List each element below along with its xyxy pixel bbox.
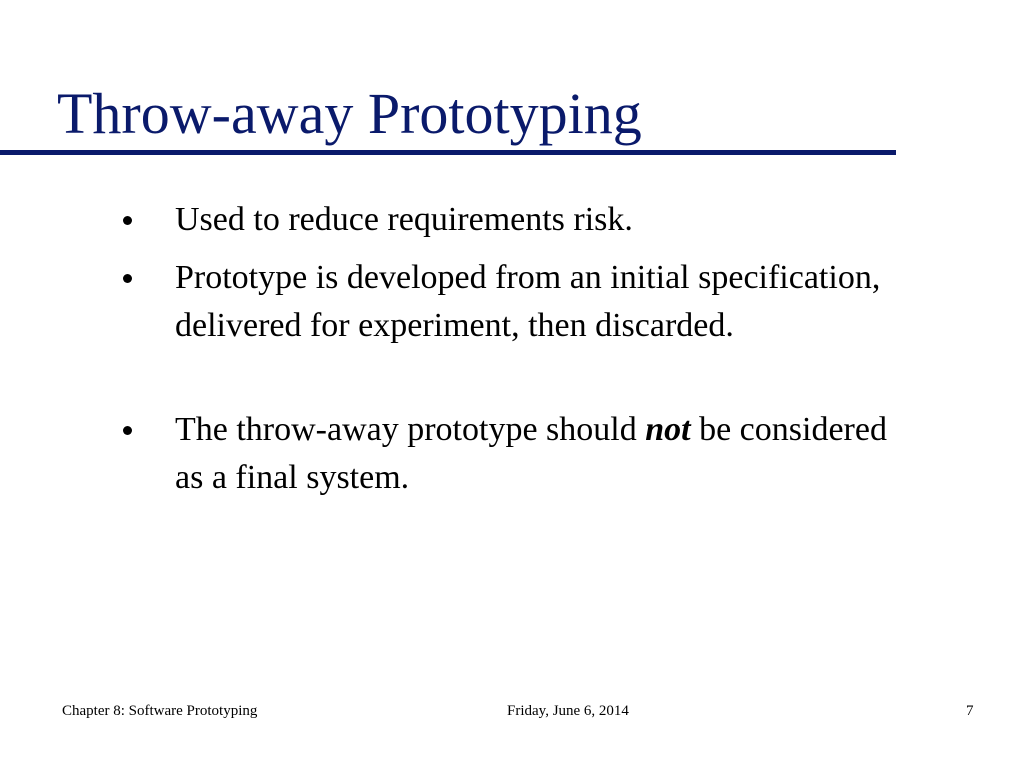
bullet-text-end: be considered as a final system. — [175, 411, 887, 496]
bullet-emphasis: not — [645, 411, 691, 448]
title-underline — [0, 150, 896, 155]
footer-page-number: 7 — [966, 703, 974, 719]
slide-title: Throw-away Prototyping — [57, 81, 642, 146]
footer-date: Friday, June 6, 2014 — [507, 703, 629, 719]
bullet-item — [118, 254, 918, 350]
bullet-dot-icon — [123, 216, 132, 225]
bullet-item — [118, 406, 918, 502]
bullet-dot-icon — [123, 426, 132, 435]
bullet-text: Prototype is developed from an initial specification, delivered for experiment, then discarded. — [175, 259, 881, 344]
footer-chapter: Chapter 8: Software Prototyping — [62, 703, 258, 719]
bullet-text: Used to reduce requirements risk. — [175, 201, 633, 238]
bullet-list — [118, 196, 918, 512]
bullet-text-start: The throw-away prototype should — [175, 411, 646, 448]
bullet-dot-icon — [123, 274, 132, 283]
bullet-item — [118, 196, 918, 244]
